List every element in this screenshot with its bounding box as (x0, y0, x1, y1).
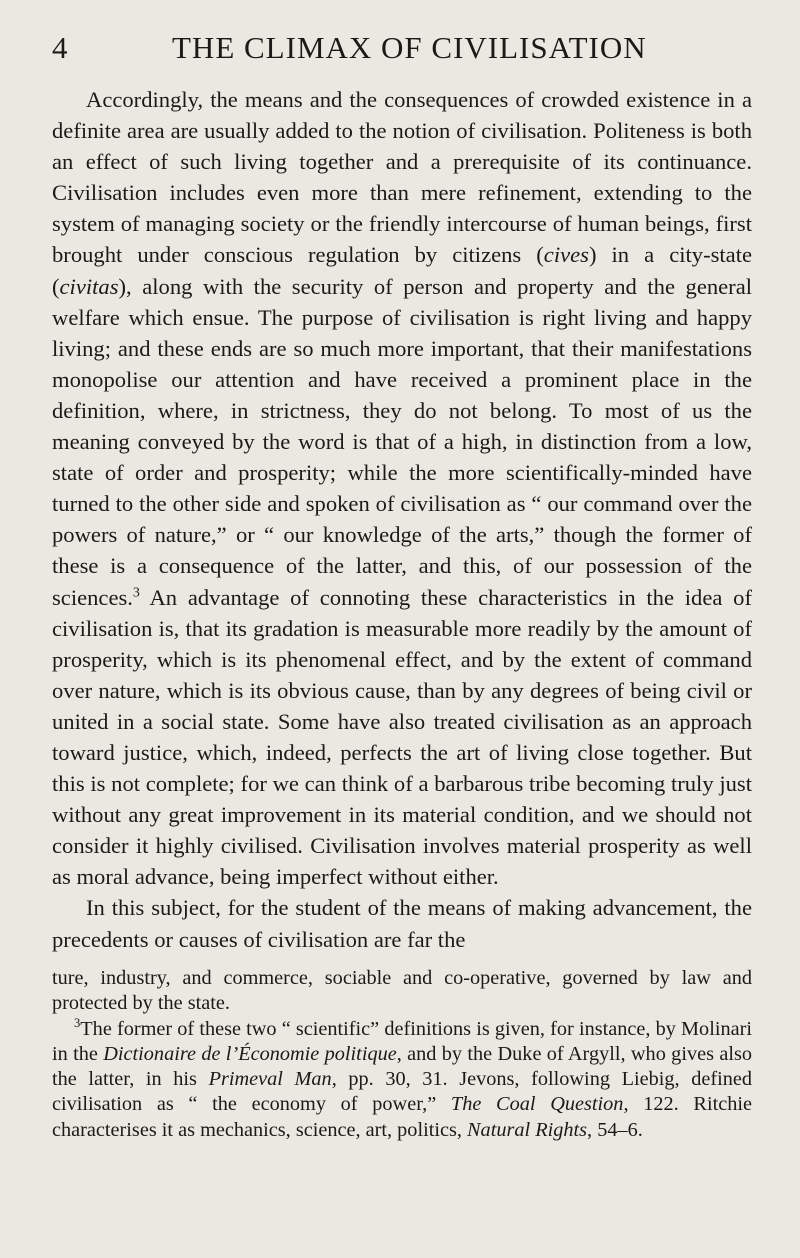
footnote (52, 1017, 752, 1143)
work-title: Natural Rights (467, 1118, 588, 1141)
paragraph: In this subject, for the student of the means of making advancement, the precedents or causes of civilisation are far the (52, 895, 752, 952)
footnote-continuation: ture, industry, and commerce, sociable and co-operative, governed by law and protected by the state. (52, 967, 752, 1015)
text-run: , 54–6. (587, 1118, 643, 1141)
text-run: Accordingly, the means and the consequences of crowded existence in a definite area are usually added to the notion of civilisation. Politeness is both an effect of such living together and a prerequisite of its continuance. Civilisation includes even more than mere refinement, extending to the system of managing society or the friendly intercourse of human beings, first brought under conscious regulation by citizens ( (52, 87, 752, 268)
main-text (52, 84, 752, 955)
text-run: ), along with the security of person and property and the general welfare which ensue. The purpose of civilisation is right living and happy living; and these ends are so much more important, that their manifestations monopolise our attention and have received a prominent place in the definition, where, in strictness, they do not belong. To most of us the meaning conveyed by the word is that of a high, in distinction from a low, state of order and prosperity; while the more scientifically-minded have turned to the other side and spoken of civilisation as “ our command over the powers of nature,” or “ our knowledge of the arts,” though the former of these is a consequence of the latter, and this, of our possession of the sciences. (52, 273, 752, 610)
paragraph (52, 84, 752, 892)
text-run: The former of these two “ scientific” definitions is given, for instance, by Molinari in the (52, 1017, 752, 1065)
text-run: ) in a city-state ( (52, 242, 752, 299)
running-head (52, 30, 752, 70)
footnotes (52, 966, 752, 1143)
page-number: 4 (52, 30, 69, 65)
latin-term: cives (543, 242, 589, 268)
latin-term: civitas (59, 273, 119, 299)
work-title: The Coal Question (450, 1093, 624, 1116)
work-title: Dictionaire de l’Économie politique (103, 1042, 397, 1065)
work-title: Primeval Man (208, 1068, 332, 1091)
text-run: An advantage of connoting these characteristics in the idea of civilisation is, that its gradation is measurable more readily by the amount of prosperity, which is its phenomenal effect, and by the extent of command over nature, which is its obvious cause, than by any degrees of being civil or united in a social state. Some have also treated civilisation as an approach toward justice, which, indeed, perfects the art of living close together. But this is not complete; for we can think of a barbarous tribe becoming truly just without any great improvement in its material condition, and we should not consider it highly civilised. Civilisation involves material prosperity as well as moral advance, being imperfect without either. (52, 584, 752, 890)
footnote-marker: 3 (74, 1015, 81, 1030)
footnote-reference: 3 (132, 584, 140, 600)
running-title: THE CLIMAX OF CIVILISATION (172, 30, 647, 65)
text-run: , 122. Ritchie characterises it as mechanics, science, art, politics, (52, 1093, 752, 1141)
text-run: , pp. 30, 31. Jevons, following Liebig, defined civilisation as “ the economy of power,” (52, 1068, 753, 1116)
text-run: , and by the Duke of Argyll, who gives also the latter, in his (52, 1042, 752, 1091)
